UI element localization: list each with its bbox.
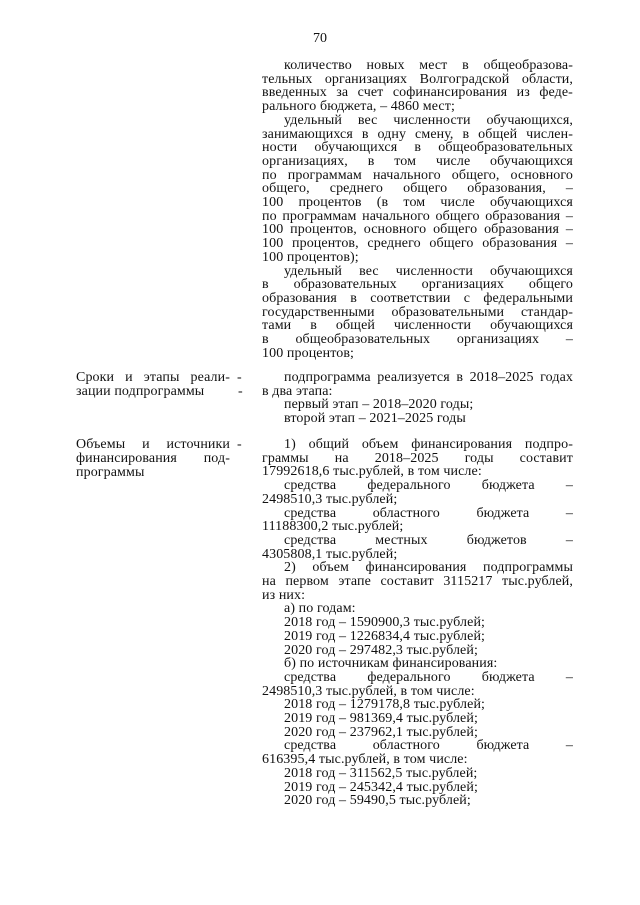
word: Сроки	[76, 370, 115, 385]
word: подпро-	[524, 437, 573, 452]
word: 1)	[284, 437, 296, 452]
right-column-line	[262, 86, 573, 100]
word: в	[462, 127, 470, 142]
word: в	[262, 277, 269, 292]
word: начального	[362, 209, 430, 224]
right-column-line	[262, 278, 573, 292]
word: с	[463, 291, 471, 306]
word: образования	[262, 291, 337, 306]
word: финансирования	[411, 437, 513, 452]
right-column-line: 2019 год – 245342,4 тыс.рублей;	[284, 780, 478, 795]
right-column-line: а) по годам:	[284, 601, 356, 616]
word: реали-	[190, 370, 230, 385]
right-column-line: 2020 год – 237962,1 тыс.рублей;	[284, 725, 478, 740]
right-column-line	[262, 319, 573, 333]
right-column-line	[284, 114, 573, 128]
word: тами	[262, 318, 292, 333]
word: первом	[285, 574, 329, 589]
word: том	[403, 195, 426, 210]
word: –	[565, 670, 573, 685]
word: средства	[284, 478, 337, 493]
word: феде-	[539, 85, 573, 100]
word: образования	[482, 236, 558, 251]
row-separator-dash: -	[238, 384, 243, 399]
word: под-	[203, 451, 230, 466]
word: реализуется	[377, 370, 450, 385]
right-column-line: 2020 год – 59490,5 тыс.рублей;	[284, 793, 471, 808]
right-column-line: первый этап – 2018–2020 годы;	[284, 397, 474, 412]
word: числе	[440, 195, 475, 210]
word: организациях,	[262, 154, 348, 169]
word: обучающихся,	[486, 113, 573, 128]
word: 100	[262, 195, 284, 210]
word: средства	[284, 506, 337, 521]
word: образовательных	[293, 277, 397, 292]
right-column-line: 2019 год – 981369,4 тыс.рублей;	[284, 711, 478, 726]
word: образования	[484, 222, 560, 237]
word: и	[142, 437, 150, 452]
word: организациях	[421, 277, 504, 292]
right-column-line	[284, 561, 573, 575]
word: организациях	[456, 332, 540, 347]
word: обучающихся	[490, 318, 573, 333]
word: общего	[429, 236, 474, 251]
right-column-line	[284, 534, 573, 548]
word: образовательными	[391, 305, 505, 320]
word: областного	[372, 738, 440, 753]
word: средства	[284, 738, 337, 753]
word: бюджета	[481, 478, 535, 493]
word: бюджета	[476, 506, 530, 521]
word: –	[565, 738, 573, 753]
word: бюджета	[476, 738, 530, 753]
right-column-line: 2018 год – 311562,5 тыс.рублей;	[284, 766, 478, 781]
word: составит	[519, 451, 573, 466]
word: бюджетов	[466, 533, 527, 548]
word: подпрограмма	[284, 370, 371, 385]
right-column-line: второй этап – 2021–2025 годы	[284, 411, 466, 426]
word: обучающихся	[490, 154, 573, 169]
right-column-line	[262, 196, 573, 210]
right-column-line	[284, 479, 573, 493]
word: среднего	[367, 236, 421, 251]
word: федерального	[367, 478, 451, 493]
word: бюджета	[481, 670, 535, 685]
word: обучающихся	[490, 264, 573, 279]
word: 2)	[284, 560, 296, 575]
word: общего,	[451, 168, 500, 183]
word: основного	[363, 222, 427, 237]
word: процентов,	[292, 236, 359, 251]
word: вес	[357, 113, 378, 128]
word: 100	[262, 222, 284, 237]
word: программам	[282, 209, 357, 224]
word: софинансирования	[392, 85, 508, 100]
word: 100	[262, 236, 284, 251]
word: общего	[528, 277, 573, 292]
word: –	[565, 236, 573, 251]
right-column-line	[262, 155, 573, 169]
word: этапы	[143, 370, 180, 385]
right-column-line	[262, 575, 573, 589]
right-column-line: 2498510,3 тыс.рублей;	[262, 492, 398, 507]
word: тыс.рублей,	[502, 574, 573, 589]
word: занимающихся	[262, 127, 353, 142]
word: –	[565, 181, 573, 196]
word: числен-	[526, 127, 573, 142]
word: обучающихся	[314, 140, 398, 155]
word: в	[456, 370, 464, 385]
right-column-line: 100 процентов;	[262, 346, 355, 361]
right-column-line: 2019 год – 1226834,4 тыс.рублей;	[284, 629, 486, 644]
word: общеобразовательных	[295, 332, 431, 347]
word: численности	[395, 264, 473, 279]
word: обучающихся	[490, 195, 573, 210]
word: стандар-	[520, 305, 573, 320]
word: процентов	[298, 195, 362, 210]
word: программам	[287, 168, 362, 183]
word: –	[565, 506, 573, 521]
word: области,	[521, 72, 573, 87]
right-column-line: 4305808,1 тыс.рублей;	[262, 547, 398, 562]
right-column-line	[262, 237, 573, 251]
word: одну	[377, 127, 407, 142]
word: (в	[376, 195, 389, 210]
left-column-line	[76, 438, 230, 452]
word: в	[367, 154, 375, 169]
word: мест	[419, 58, 448, 73]
word: объем	[361, 437, 399, 452]
word: Объемы	[76, 437, 126, 452]
word: введенных	[262, 85, 327, 100]
word: государственными	[262, 305, 375, 320]
word: 3115217	[443, 574, 493, 589]
word: средства	[284, 670, 337, 685]
word: в	[462, 58, 469, 73]
word: численности	[393, 318, 472, 333]
word: процентов,	[290, 222, 357, 237]
left-column-line: программы	[76, 465, 145, 480]
word: составит	[380, 574, 434, 589]
word: –	[565, 209, 573, 224]
right-column-line	[284, 59, 573, 73]
right-column-line	[262, 141, 573, 155]
right-column-line: из них:	[262, 588, 306, 603]
right-column-line: 2020 год – 297482,3 тыс.рублей;	[284, 643, 478, 658]
word: граммы	[262, 451, 309, 466]
word: годах	[540, 370, 573, 385]
left-column-line	[76, 452, 230, 466]
word: объем	[312, 560, 349, 575]
word: удельный	[284, 113, 343, 128]
right-column-line: 2018 год – 1279178,8 тыс.рублей;	[284, 697, 486, 712]
word: счет	[357, 85, 384, 100]
word: по	[262, 209, 277, 224]
word: смену,	[415, 127, 454, 142]
right-column-line: 616395,4 тыс.рублей, в том числе:	[262, 752, 468, 767]
row-separator-dash: -	[237, 370, 242, 385]
word: в	[310, 318, 317, 333]
word: –	[565, 478, 573, 493]
word: федеральными	[483, 291, 573, 306]
word: федерального	[367, 670, 451, 685]
word: среднего	[329, 181, 384, 196]
word: количество	[284, 58, 352, 73]
word: общеобразовательных	[438, 140, 573, 155]
word: –	[565, 222, 573, 237]
word: на	[262, 574, 276, 589]
word: тельных	[262, 72, 313, 87]
word: общего	[403, 181, 448, 196]
right-column-line: в два этапа:	[262, 384, 333, 399]
word: новых	[366, 58, 405, 73]
word: общего	[435, 209, 480, 224]
right-column-line: 17992618,6 тыс.рублей, в том числе:	[262, 464, 482, 479]
word: удельный	[284, 264, 343, 279]
word: в	[350, 291, 357, 306]
right-column-line: 2018 год – 1590900,3 тыс.рублей;	[284, 615, 486, 630]
right-column-line	[262, 182, 573, 196]
word: областного	[372, 506, 440, 521]
word: подпрограммы	[483, 560, 573, 575]
right-column-line: рального бюджета, – 4860 мест;	[262, 99, 455, 114]
word: численности	[393, 113, 471, 128]
word: общего	[433, 222, 478, 237]
word: Волгоградской	[419, 72, 510, 87]
word: общего,	[262, 181, 310, 196]
page-number: 70	[313, 31, 327, 46]
word: организациях	[324, 72, 408, 87]
word: 2018–2025	[469, 370, 534, 385]
word: этапе	[338, 574, 371, 589]
word: основного	[510, 168, 573, 183]
word: –	[565, 332, 573, 347]
right-column-line: 11188300,2 тыс.рублей;	[262, 519, 404, 534]
word: общеобразова-	[483, 58, 573, 73]
word: годы	[464, 451, 494, 466]
word: по	[262, 168, 277, 183]
word: за	[336, 85, 349, 100]
right-column-line	[284, 671, 573, 685]
word: и	[125, 370, 133, 385]
word: в	[361, 127, 369, 142]
right-column-line	[262, 292, 573, 306]
word: образования	[485, 209, 561, 224]
word: 2018–2025	[374, 451, 439, 466]
word: –	[565, 533, 573, 548]
word: числе	[435, 154, 471, 169]
word: средства	[284, 533, 337, 548]
row-separator-dash: -	[237, 437, 242, 452]
right-column-line	[284, 739, 573, 753]
word: финансирования	[365, 560, 467, 575]
word: в	[262, 332, 269, 347]
right-column-line: 100 процентов);	[262, 250, 359, 265]
right-column-line	[262, 223, 573, 237]
word: том	[394, 154, 417, 169]
right-column-line	[262, 333, 573, 347]
right-column-line: 2498510,3 тыс.рублей, в том числе:	[262, 684, 475, 699]
right-column-line: б) по источникам финансирования:	[284, 656, 498, 671]
word: начального	[372, 168, 441, 183]
word: общей	[478, 127, 518, 142]
word: финансирования	[76, 451, 177, 466]
right-column-line	[284, 438, 573, 452]
word: на	[334, 451, 349, 466]
word: общий	[308, 437, 350, 452]
word: местных	[375, 533, 428, 548]
word: в	[414, 140, 422, 155]
word: общей	[335, 318, 375, 333]
left-column-line	[76, 371, 230, 385]
left-column-line: зации подпрограммы	[76, 384, 205, 399]
word: вес	[359, 264, 379, 279]
right-column-line	[284, 371, 573, 385]
word: соответствии	[370, 291, 451, 306]
word: ности	[262, 140, 298, 155]
word: образования,	[467, 181, 546, 196]
word: из	[516, 85, 530, 100]
word: источники	[166, 437, 230, 452]
